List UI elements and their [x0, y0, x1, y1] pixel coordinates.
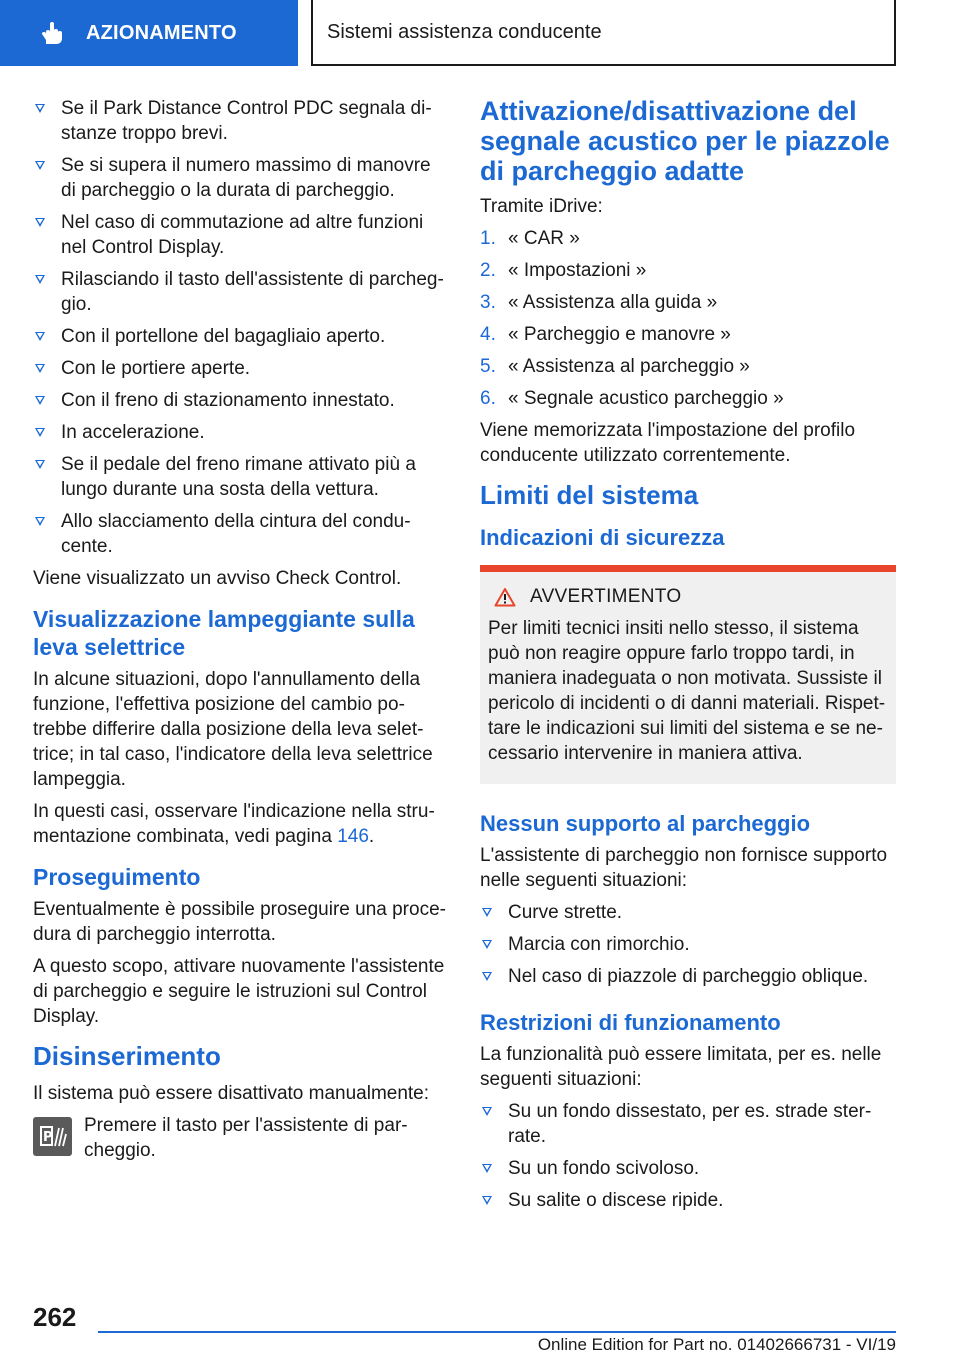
list-item: Se si supera il numero massimo di manovre di parcheggio o la durata di parcheggio.: [33, 153, 448, 203]
triangle-bullet-icon: [35, 517, 45, 526]
list-item: Nel caso di commutazione ad altre funzioni nel Control Display.: [33, 210, 448, 260]
heading-limits: Limiti del sistema: [480, 480, 699, 510]
restrictions-list: [480, 1099, 896, 1213]
warning-title: AVVERTIMENTO: [494, 586, 888, 608]
right-column: [480, 96, 896, 1220]
page-number: 262: [33, 1302, 77, 1332]
flash-paragraph-1: In alcune situazioni, dopo l'annullamento della funzione, l'effettiva posizione del cambio potrebbe differire dalla posizione della leva selettrice; in tal caso, l'indicatore della leva selettrice lampeggia.: [33, 669, 433, 790]
heading-safety: Indicazioni di sicurezza: [480, 525, 725, 550]
list-item: Con le portiere aperte.: [33, 356, 448, 381]
triangle-bullet-icon: [482, 940, 492, 949]
list-item: 4. « Parcheggio e manovre »: [480, 324, 731, 345]
triangle-bullet-icon: [482, 1196, 492, 1205]
off-paragraph: Il sistema può essere disattivato manualmente:: [33, 1083, 430, 1104]
chapter-tab[interactable]: [0, 0, 298, 66]
flash-paragraph-2: In questi casi, osservare l'indicazione nella strumentazione combinata, vedi pagina 146.: [33, 801, 435, 847]
section-label: Sistemi assistenza conducente: [327, 20, 602, 43]
triangle-bullet-icon: [482, 972, 492, 981]
triangle-bullet-icon: [35, 364, 45, 373]
no-support-paragraph: L'assistente di parcheggio non fornisce supporto nelle seguenti situazioni:: [480, 845, 888, 891]
section-tab[interactable]: [311, 0, 896, 66]
list-item: 2. « Impostazioni »: [480, 260, 647, 281]
list-item: 5. « Assistenza al parcheggio »: [480, 356, 750, 377]
park-assist-button-icon: [33, 1117, 72, 1156]
triangle-bullet-icon: [35, 104, 45, 113]
continue-paragraph-2: A questo scopo, attivare nuovamente l'assistente di parcheggio e seguire le istruzioni sul Control Display.: [33, 956, 445, 1027]
deactivation-list: [33, 96, 448, 559]
triangle-bullet-icon: [482, 1107, 492, 1116]
triangle-bullet-icon: [35, 161, 45, 170]
page-header: [0, 0, 960, 66]
heading-off: Disinserimento: [33, 1041, 221, 1071]
list-item: Marcia con rimorchio.: [480, 932, 896, 957]
triangle-bullet-icon: [35, 428, 45, 437]
list-item: Con il portellone del bagagliaio aperto.: [33, 324, 448, 349]
list-item: Su un fondo scivoloso.: [480, 1156, 896, 1181]
idrive-steps: [480, 226, 896, 411]
triangle-bullet-icon: [35, 275, 45, 284]
list-item: Su salite o discese ripide.: [480, 1188, 896, 1213]
off-instruction: [33, 1113, 448, 1170]
warning-box: [480, 565, 896, 784]
svg-text:P: P: [42, 1129, 53, 1145]
list-item: Rilasciando il tasto dell'assistente di parcheggio.: [33, 267, 448, 317]
page-reference-link[interactable]: 146: [337, 826, 369, 847]
left-column: [33, 96, 448, 1170]
hand-pointer-icon: [36, 18, 66, 48]
triangle-bullet-icon: [35, 218, 45, 227]
triangle-bullet-icon: [35, 396, 45, 405]
via-idrive-text: Tramite iDrive:: [480, 196, 603, 217]
heading-signal: Attivazione/disattivazione del segnale acustico per le piazzole di parcheggio adatte: [480, 96, 890, 186]
footer-edition: Online Edition for Part no. 01402666731 - VI/19: [537, 1335, 896, 1354]
memorized-text: Viene memorizzata l'impostazione del profilo conducente utilizzato correntemente.: [480, 420, 856, 466]
triangle-bullet-icon: [482, 908, 492, 917]
list-item: 1. « CAR »: [480, 228, 580, 249]
list-item: 3. « Assistenza alla guida »: [480, 292, 718, 313]
warning-triangle-icon: [494, 587, 516, 607]
triangle-bullet-icon: [35, 460, 45, 469]
list-item: In accelerazione.: [33, 420, 448, 445]
list-item: Con il freno di stazionamento innestato.: [33, 388, 448, 413]
footer-divider: [98, 1331, 896, 1333]
list-item: Allo slacciamento della cintura del conducente.: [33, 509, 448, 559]
list-item: 6. « Segnale acustico parcheggio »: [480, 388, 784, 409]
continue-paragraph-1: Eventualmente è possibile proseguire una procedura di parcheggio interrotta.: [33, 899, 446, 945]
heading-continue: Proseguimento: [33, 864, 201, 890]
heading-no-support: Nessun supporto al parcheggio: [480, 811, 811, 836]
triangle-bullet-icon: [482, 1164, 492, 1173]
restrictions-paragraph: La funzionalità può essere limitata, per es. nelle seguenti situazioni:: [480, 1044, 882, 1090]
list-item: Se il Park Distance Control PDC segnala distanze troppo brevi.: [33, 96, 448, 146]
off-button-text: Premere il tasto per l'assistente di parcheggio.: [84, 1115, 408, 1161]
heading-flash: Visualizzazione lampeggiante sulla leva selettrice: [33, 606, 415, 660]
check-control-text: Viene visualizzato un avviso Check Control.: [33, 568, 402, 589]
warning-text: Per limiti tecnici insiti nello stesso, il sistema può non reagire oppure farlo troppo tardi, in maniera inadeguata o non motivata. Sussiste il pericolo di incidenti o di danni materiali. Rispettare le indicazioni sui limiti del sistema e se necessario intervenire in maniera attiva.: [488, 618, 886, 764]
list-item: Curve strette.: [480, 900, 896, 925]
triangle-bullet-icon: [35, 332, 45, 341]
heading-restrictions: Restrizioni di funzionamento: [480, 1010, 781, 1035]
chapter-label: AZIONAMENTO: [86, 21, 237, 44]
list-item: Nel caso di piazzole di parcheggio oblique.: [480, 964, 896, 989]
list-item: Su un fondo dissestato, per es. strade sterrate.: [480, 1099, 896, 1149]
list-item: Se il pedale del freno rimane attivato più a lungo durante una sosta della vettura.: [33, 452, 448, 502]
no-support-list: [480, 900, 896, 989]
